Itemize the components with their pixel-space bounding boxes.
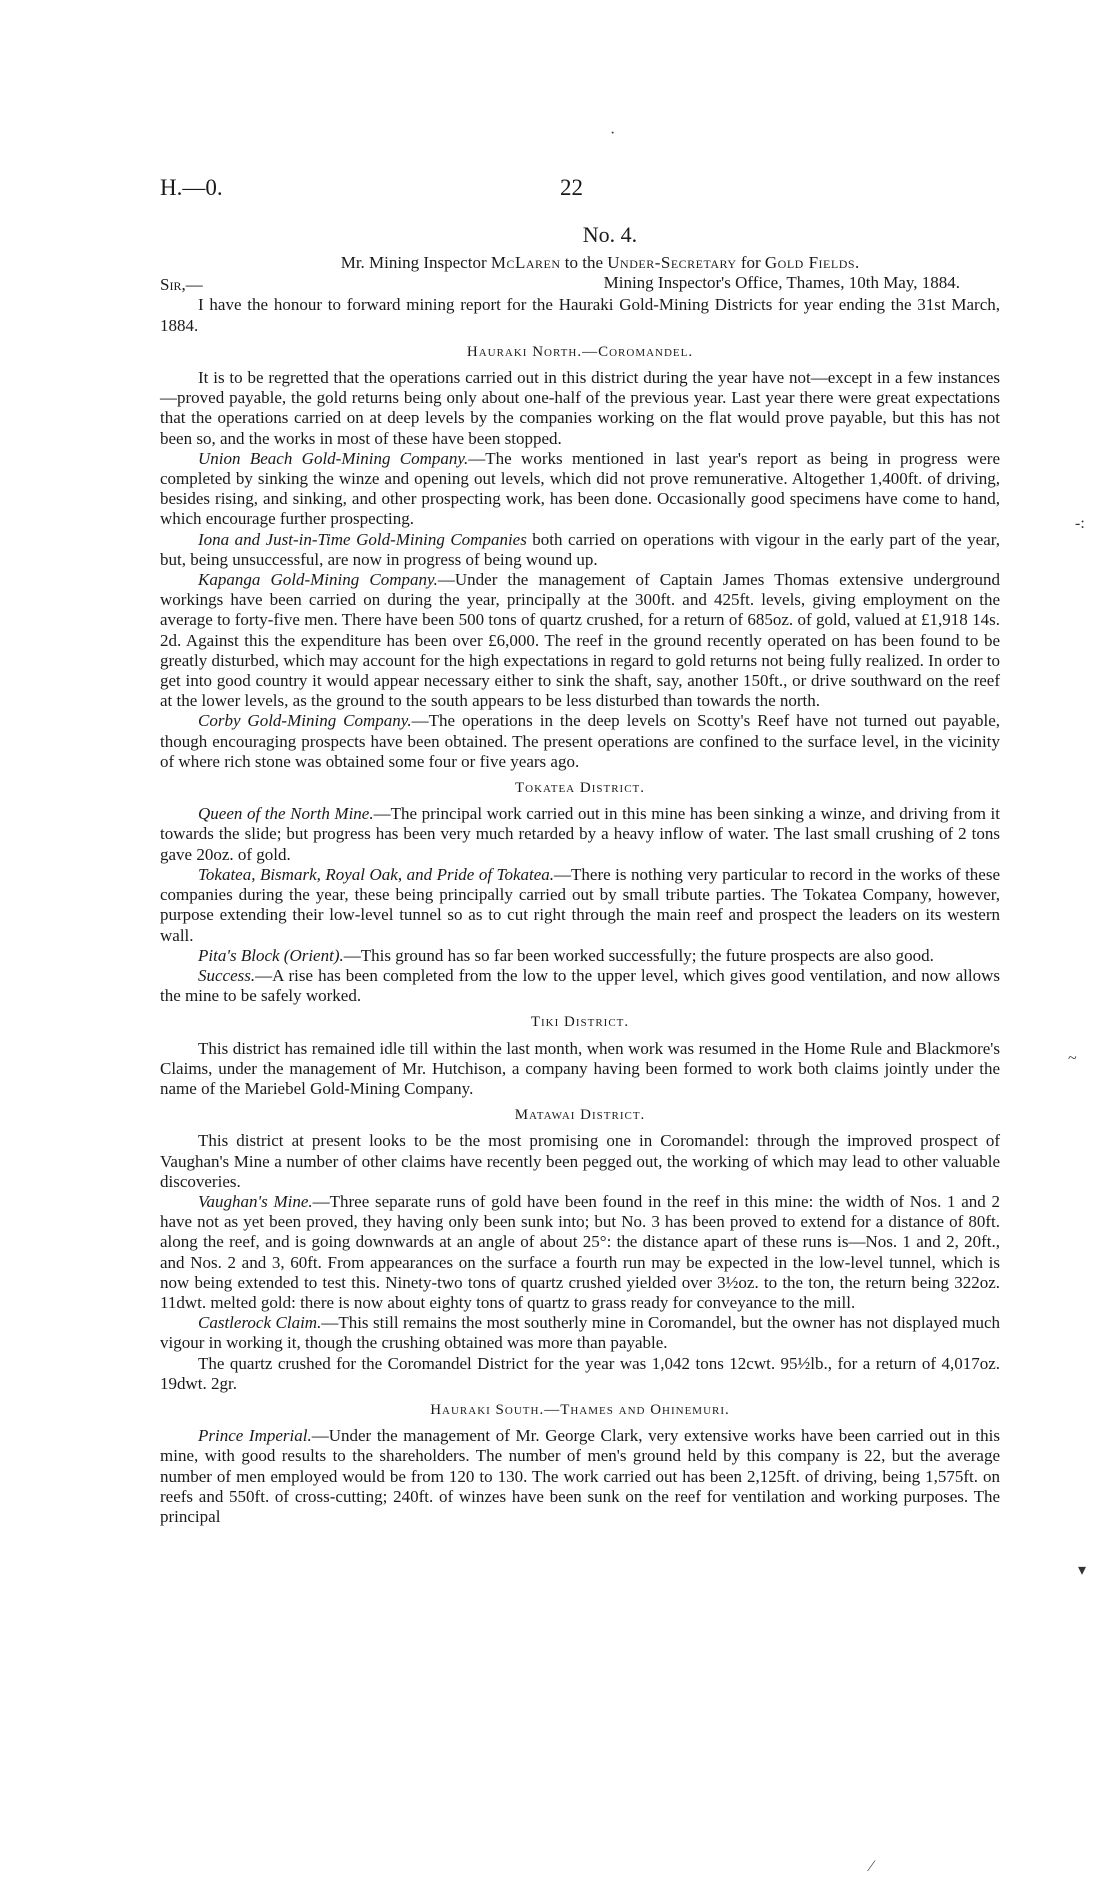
paragraph: Tokatea, Bismark, Royal Oak, and Pride of Tokatea.—There is nothing very particular to record in the works of these companies during the year, these being principally carried out by small tribute parties. The Tokatea Company, however, purpose extending their low-level tunnel so as to cut right through the main reef and prospect the leaders on its western wall. (160, 864, 1000, 945)
letter-title: Mr. Mining Inspector McLaren to the Under-Secretary for Gold Fields. (340, 253, 860, 273)
salutation-row (160, 273, 1000, 295)
paragraph: Corby Gold-Mining Company.—The operations in the deep levels on Scotty's Reef have not turned out payable, though encouraging prospects have been obtained. The present operations are confined to the surface level, in the vicinity of where rich stone was obtained some four or five years ago. (160, 711, 1000, 771)
document-code: H.—0. (160, 175, 223, 200)
margin-mark: ▾ (1078, 1562, 1087, 1579)
paragraph: The quartz crushed for the Coromandel District for the year was 1,042 tons 12cwt. 95½lb., for a return of 4,017oz. 19dwt. 2gr. (160, 1353, 1000, 1393)
salutation: Sir,— (160, 275, 203, 295)
office-line: Mining Inspector's Office, Thames, 10th May, 1884. (603, 273, 960, 293)
document-body (160, 222, 1000, 1527)
paragraph: Vaughan's Mine.—Three separate runs of gold have been found in the reef in this mine: the width of Nos. 1 and 2 have not as yet been proved, they having only been sunk into; but No. 3 has been proved to extend for a distance of 80ft. along the reef, and is going downwards at an angle of about 25°: the distance apart of these runs is—Nos. 1 and 2, 20ft., and Nos. 2 and 3, 60ft. From appearances on the surface a fourth run may be expected in the low-level tunnel, which is now being extended to test this. Ninety-two tons of quartz crushed yielded over 3½oz. to the ton, the return being 322oz. 11dwt. melted gold: there is now about eighty tons of quartz to grass ready for conveyance to the mill. (160, 1191, 1000, 1312)
paragraph: This district at present looks to be the most promising one in Coromandel: through the improved prospect of Vaughan's Mine a number of other claims have recently been pegged out, the working of which may lead to other valuable discoveries. (160, 1131, 1000, 1191)
paragraph: Prince Imperial.—Under the management of Mr. George Clark, very extensive works have been carried out in this mine, with good results to the shareholders. The number of men's ground held by this company is 22, but the average number of men employed would be from 120 to 130. The work carried out has been 2,125ft. of driving, being 1,575ft. on reefs and 550ft. of cross-cutting; 240ft. of winzes have been sunk on the reef for ventilation and working purposes. The principal (160, 1426, 1000, 1526)
section-heading: Matawai District. (514, 1107, 646, 1124)
paragraph: Success.—A rise has been completed from the low to the upper level, which gives good ventilation, and now allows the mine to be safely worked. (160, 965, 1000, 1006)
paragraph: Queen of the North Mine.—The principal work carried out in this mine has been sinking a winze, and driving from it towards the slide; but progress has been very much retarded by a heavy inflow of water. The last small crushing of 2 tons gave 20oz. of gold. (160, 804, 1000, 864)
margin-mark: · (610, 125, 616, 142)
section-heading: Hauraki North.—Coromandel. (466, 343, 694, 360)
page-header (160, 175, 1000, 205)
section-heading: Tiki District. (530, 1014, 630, 1031)
intro-paragraph: I have the honour to forward mining report for the Hauraki Gold-Mining Districts for year ending the 31st March, 1884. (160, 295, 1000, 335)
paragraph: Kapanga Gold-Mining Company.—Under the management of Captain James Thomas extensive underground workings have been carried on during the year, principally at the 300ft. and 425ft. levels, giving employment on the average to forty-five men. There have been 500 tons of quartz crushed, for a return of 685oz. of gold, valued at £1,918 14s. 2d. Against this the expenditure has been over £6,000. The reef in the ground recently operated on has been found to be greatly disturbed, which may account for the high expectations in regard to gold returns not being fully realized. In order to get into good country it would appear necessary either to sink the shaft, say, another 150ft., or drive southward on the reef at the lower levels, as the ground to the south appears to be less disturbed than towards the north. (160, 570, 1000, 711)
section-heading: Tokatea District. (514, 780, 646, 797)
paragraph: This district has remained idle till within the last month, when work was resumed in the Home Rule and Blackmore's Claims, under the management of Mr. Hutchison, a company having been formed to work both claims jointly under the name of the Mariebel Gold-Mining Company. (160, 1038, 1000, 1098)
page-number: 22 (560, 175, 583, 200)
margin-mark: ⁄ (870, 1858, 873, 1875)
paragraph: Union Beach Gold-Mining Company.—The works mentioned in last year's report as being in progress were completed by sinking the winze and opening out levels, which did not prove remunerative. Altogether 1,400ft. of driving, besides rising, and sinking, and other prospecting work, has been done. Occasionally good specimens have come to hand, which encourage further prospecting. (160, 448, 1000, 529)
paragraph: It is to be regretted that the operations carried out in this district during the year have not—except in a few instances—proved payable, the gold returns being only about one-half of the previous year. Last year there were great expectations that the operations carried on at deep levels by the companies working on the flat would prove payable, but this has not been so, and the works in most of these have been stopped. (160, 368, 1000, 448)
paragraph: Pita's Block (Orient).—This ground has so far been worked successfully; the future prospects are also good. (198, 945, 934, 965)
paragraph: Iona and Just-in-Time Gold-Mining Companies both carried on operations with vigour in the early part of the year, but, being unsuccessful, are now in progress of being wound up. (160, 529, 1000, 569)
section-heading: Hauraki South.—Thames and Ohinemuri. (430, 1401, 730, 1418)
margin-mark: ~ (1068, 1050, 1077, 1067)
margin-mark: -: (1075, 515, 1085, 532)
letter-number: No. 4. (582, 222, 638, 247)
paragraph: Castlerock Claim.—This still remains the most southerly mine in Coromandel, but the owner has not displayed much vigour in working it, though the crushing obtained was more than payable. (160, 1313, 1000, 1353)
